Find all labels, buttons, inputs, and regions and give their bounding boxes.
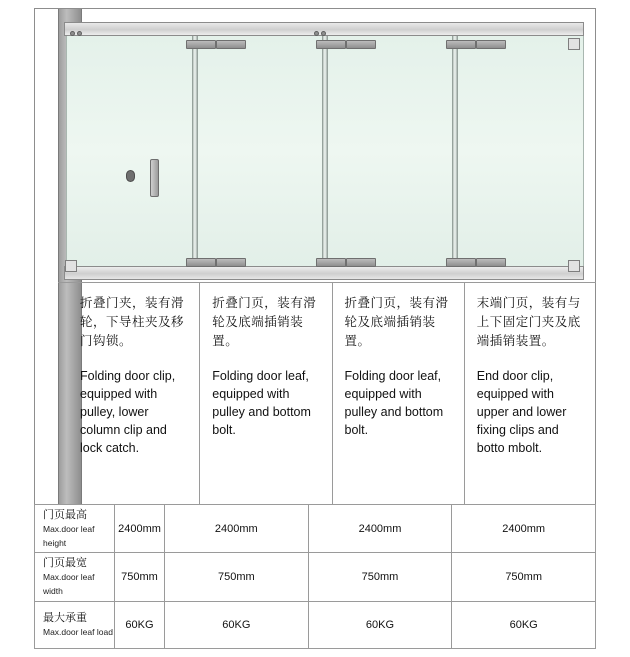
spec-label-cn: 门页最高 [43,508,87,521]
spec-table [34,504,596,649]
top-hinge-1 [186,40,216,49]
description-en-1: Folding door clip, equipped with pulley, lower column clip and lock catch. [80,369,176,455]
spec-label-height [35,505,115,553]
description-en-2: Folding door leaf, equipped with pulley and bottom bolt. [212,369,311,437]
spec-value-height-4: 2400mm [452,505,596,553]
top-hinge-3 [316,40,346,49]
spec-label-en: Max.door leaf height [43,523,95,548]
spec-value-height-3: 2400mm [308,505,452,553]
description-cn-4: 末端门页，装有与上下固定门夹及底端插销装置。 [476,296,581,348]
roller-pair-center [314,23,332,29]
top-hinge-4 [346,40,376,49]
spec-value-load-2: 60KG [165,601,309,648]
spec-label-load [35,601,115,648]
spec-value-height-1: 2400mm [115,505,165,553]
spec-label-en: Max.door leaf load [43,626,113,637]
description-row [58,282,596,504]
top-hinge-5 [446,40,476,49]
bottom-hinge-1 [186,258,216,267]
description-cell-1 [58,282,199,504]
door-handle [150,159,159,197]
description-cn-1: 折叠门夹，装有滑轮，下导柱夹及移门钩锁。 [80,296,185,348]
bottom-hinge-2 [216,258,246,267]
spec-label-en: Max.door leaf width [43,572,95,597]
bottom-hinge-5 [446,258,476,267]
spec-value-load-1: 60KG [115,601,165,648]
spec-value-width-2: 750mm [165,553,309,601]
top-hinge-2 [216,40,246,49]
description-cell-3 [332,282,464,504]
description-en-4: End door clip, equipped with upper and lower fixing clips and botto mbolt. [476,369,567,455]
description-cn-3: 折叠门页，装有滑轮及底端插销装置。 [344,296,449,348]
description-en-3: Folding door leaf, equipped with pulley and bottom bolt. [344,369,444,437]
spec-label-cn: 最大承重 [43,611,87,624]
lock-catch-icon [126,170,135,182]
bottom-track [64,266,584,280]
table-row [35,505,596,553]
spec-label-cn: 门页最宽 [43,557,87,570]
description-cn-2: 折叠门页，装有滑轮及底端插销装置。 [212,296,317,348]
spec-label-width [35,553,115,601]
spec-value-load-4: 60KG [452,601,596,648]
mullion-3 [452,36,458,266]
description-cell-4 [464,282,596,504]
roller-pair-left [70,23,88,29]
corner-bracket-top-right [568,38,580,50]
spec-value-width-4: 750mm [452,553,596,601]
mullion-2 [322,36,328,266]
mullion-1 [192,36,198,266]
description-cell-2 [199,282,331,504]
bottom-hinge-6 [476,258,506,267]
spec-value-load-3: 60KG [308,601,452,648]
spec-value-width-3: 750mm [308,553,452,601]
table-row [35,553,596,601]
spec-value-width-1: 750mm [115,553,165,601]
bottom-hinge-4 [346,258,376,267]
door-illustration [64,22,584,280]
bottom-hinge-3 [316,258,346,267]
top-hinge-6 [476,40,506,49]
table-row [35,601,596,648]
spec-value-height-2: 2400mm [165,505,309,553]
corner-bracket-bottom-right [568,260,580,272]
corner-bracket-bottom-left [65,260,77,272]
